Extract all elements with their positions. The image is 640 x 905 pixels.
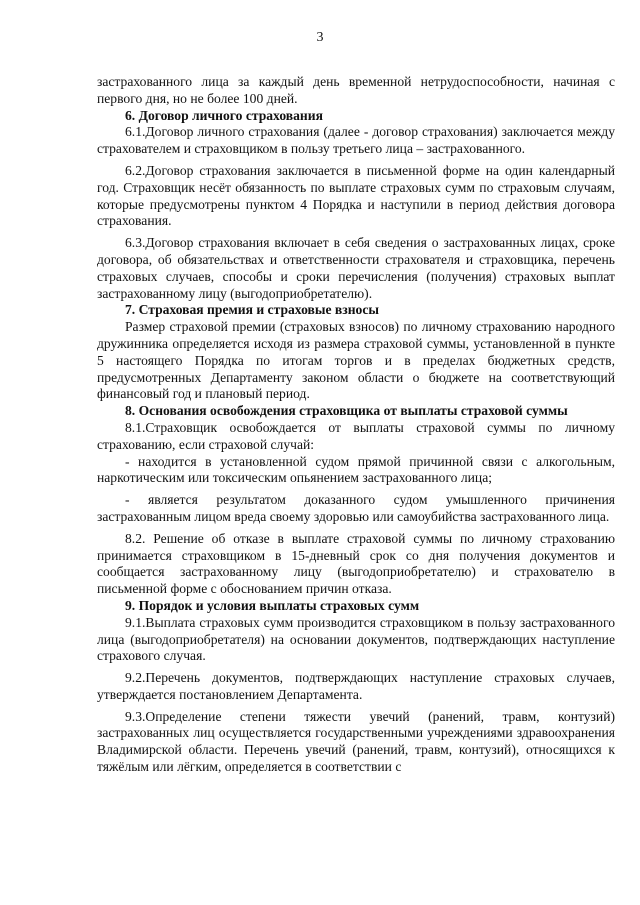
list-item-8-1-a: - находится в установленной судом прямой причинной связи с алкогольным, наркотическим или токсическим опьянением застрахованного лица; [97, 453, 615, 486]
section-heading-6: 6. Договор личного страхования [125, 107, 323, 123]
paragraph-6-1: 6.1.Договор личного страхования (далее - договор страхования) заключается между страхователем и страховщиком в пользу третьего лица – застрахованного. [97, 124, 615, 157]
page-number: 3 [316, 30, 324, 45]
document-body [97, 74, 615, 776]
paragraph-9-1: 9.1.Выплата страховых сумм производится страховщиком в пользу застрахованного лица (выгодоприобретателя) на основании документов, подтверждающих наступление страхового случая. [97, 614, 615, 664]
paragraph-6-2: 6.2.Договор страхования заключается в письменной форме на один календарный год. Страховщик несёт обязанность по выплате страховых сумм по страховым случаям, которые предусмотрены пунктом 4 Порядка и наступили в период действия договора страхования. [97, 162, 615, 229]
paragraph-8-2: 8.2. Решение об отказе в выплате страховой суммы по личному страхованию принимается страховщиком в 15-дневный срок со дня получения документов и сообщается застрахованному лицу (выгодоприобретателю) и страхователю в письменной форме с обоснованием причин отказа. [97, 530, 615, 597]
section-heading-9: 9. Порядок и условия выплаты страховых сумм [125, 597, 420, 613]
paragraph-7: Размер страховой премии (страховых взносов) по личному страхованию народного дружинника определяется исходя из размера страховой суммы, установленной в пункте 5 настоящего Порядка по итогам торгов и в пределах бюджетных средств, предусмотренных Департаменту законом области о бюджете на соответствующий финансовый год и плановый период. [97, 319, 615, 402]
section-heading-8: 8. Основания освобождения страховщика от выплаты страховой суммы [125, 403, 568, 419]
paragraph-6-3: 6.3.Договор страхования включает в себя сведения о застрахованных лицах, сроке договора, об обязательствах и ответственности страхователя и страховщика, перечень страховых случаев, способы и сроки перечисления (получения) страховых выплат застрахованному лицу (выгодоприобретателю). [97, 235, 615, 301]
paragraph-9-2: 9.2.Перечень документов, подтверждающих наступление страховых случаев, утверждается постановлением Департамента. [97, 670, 615, 702]
paragraph-9-3: 9.3.Определение степени тяжести увечий (ранений, травм, контузий) застрахованных лиц осуществляется государственными учреждениями здравоохранения Владимирской области. Перечень увечий (ранений, травм, контузий), относящихся к тяжёлым или лёгким, определяется в соответствии с [97, 708, 615, 775]
section-heading-7: 7. Страховая премия и страховые взносы [125, 302, 379, 318]
list-item-8-1-b: - является результатом доказанного судом умышленного причинения застрахованным лицом вреда своему здоровью или самоубийства застрахованного лица. [97, 492, 615, 524]
paragraph-8-1: 8.1.Страховщик освобождается от выплаты страховой суммы по личному страхованию, если страховой случай: [97, 419, 615, 452]
paragraph: застрахованного лица за каждый день временной нетрудоспособности, начиная с первого дня, но не более 100 дней. [97, 74, 615, 106]
